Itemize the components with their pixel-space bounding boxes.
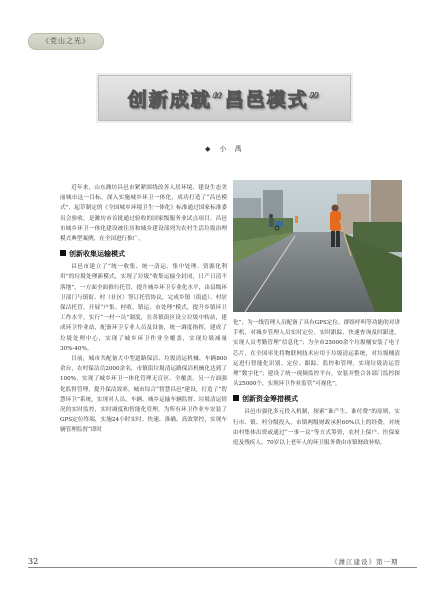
- magazine-name: 《潍江建设》第一期: [331, 558, 399, 566]
- footer-divider: [28, 567, 417, 568]
- heading-text: 创新收集运输模式: [69, 249, 125, 259]
- author-name: 小 禹: [219, 145, 245, 153]
- title-banner: [98, 75, 351, 121]
- paragraph-intro: 近年来，山东潍坊昌邑市紧紧围绕改善人居环境、建设生态美丽城市这一目标，深入实施城乡环卫一体化，成功打造了“昌邑模式”，起草制定的《全国城乡环境卫生一体化》标准通过国家标准委员会验收，是潍坊市首批通过验收的国家级服务业试点项目。昌邑市城乡环卫一体化建设被住房和城乡建设部列为农村生活垃圾治理模式典型案例，在全国进行推广。: [60, 185, 227, 243]
- page-number: 32: [28, 557, 39, 566]
- paragraph-funding: 昌邑市强化多元投入机制，探索“谁产生、谁付费”的原则，实行市、镇、村分级投入，市镇两级财政承担60%以上的经费，对统由村集体出资或通过“一事一议”等方式筹资，农村上保户、医保家庭及残疾人、70岁以上老年人的环卫服务费由市镇财政补贴。: [233, 409, 400, 447]
- paragraph-equipment: 目前，城市共配备大中型道路保洁、垃圾清运机械、车辆800余台，农村保洁员2000余名，市镇街垃圾清运路保洁机械化达到了100%，实现了城乡环卫一体化管理无盲区、全覆盖。另一方面强化监督管理，提升保洁效率。城市综合“智慧昌邑”建设，打造了“智慧环卫”系统，实现对人员、车辆、城乡运输车辆监督、垃圾清运情况的实时监控，实时调度和智能化管理，为所有环卫作业车安装了GPS定位终端，实施24小时实时、快速、准确、高效掌控，实现车辆管理监督“即时: [60, 356, 227, 434]
- paragraph-digitization: 化”；为一线管理人员配备了具有GPS定位、群组呼叫等功能的对讲手机，对城乡管理人员实时定位、实时跟踪、快速查询及时跟进，实现人员考勤管理“信息化”；为全市25000余个垃圾桶安装了电子芯片，在全国率先将物联网技术应用于垃圾清运系统，对垃圾桶清运进行智能化识别、定位、跟踪、监控和管理，实现垃圾清运管理“数字化”；建设了统一视频监控平台，安装并整合各部门监控探头25000个，实现环卫作业监管“可视化”。: [233, 320, 400, 388]
- heading-funding: [233, 394, 400, 404]
- author-byline: [205, 144, 245, 154]
- street-photo-illustration: [233, 180, 402, 312]
- section-tag: 《党山之光》: [28, 33, 104, 50]
- article-title: 创新成就“昌邑模式”: [127, 88, 322, 111]
- square-bullet-icon: [60, 250, 66, 256]
- right-column: [233, 318, 400, 448]
- street-photo: [233, 180, 402, 312]
- square-bullet-icon: [233, 395, 239, 401]
- heading-collection: [60, 249, 227, 259]
- heading-text: 创新资金筹措模式: [242, 394, 298, 404]
- paragraph-collection: 昌邑市建立了“统一收集、统一清运、集中处理、资源化利用”的垃圾处理新模式，实现了垃圾“收集运输全封闭，日产日清不落地”。一方面全面推行托管，提升城乡环卫专业化水平，由县级环卫部门与镇街、村（社区）签订托管协议，完成乡镇（街道）、村居保洁托管，开展“户集、村收、镇运、市处理”模式，提升乡镇环卫工作水平，实行“一村一员”制度，在各镇街区设立垃圾中转站，建成环卫作业站，配备环卫专业人员及设备，统一调度指挥，建成了垃圾处理中心，实现了城乡环卫作业全覆盖，实现垃圾减量30%-40%。: [60, 264, 227, 352]
- left-column: [60, 183, 227, 436]
- diamond-icon: ◆: [205, 145, 214, 153]
